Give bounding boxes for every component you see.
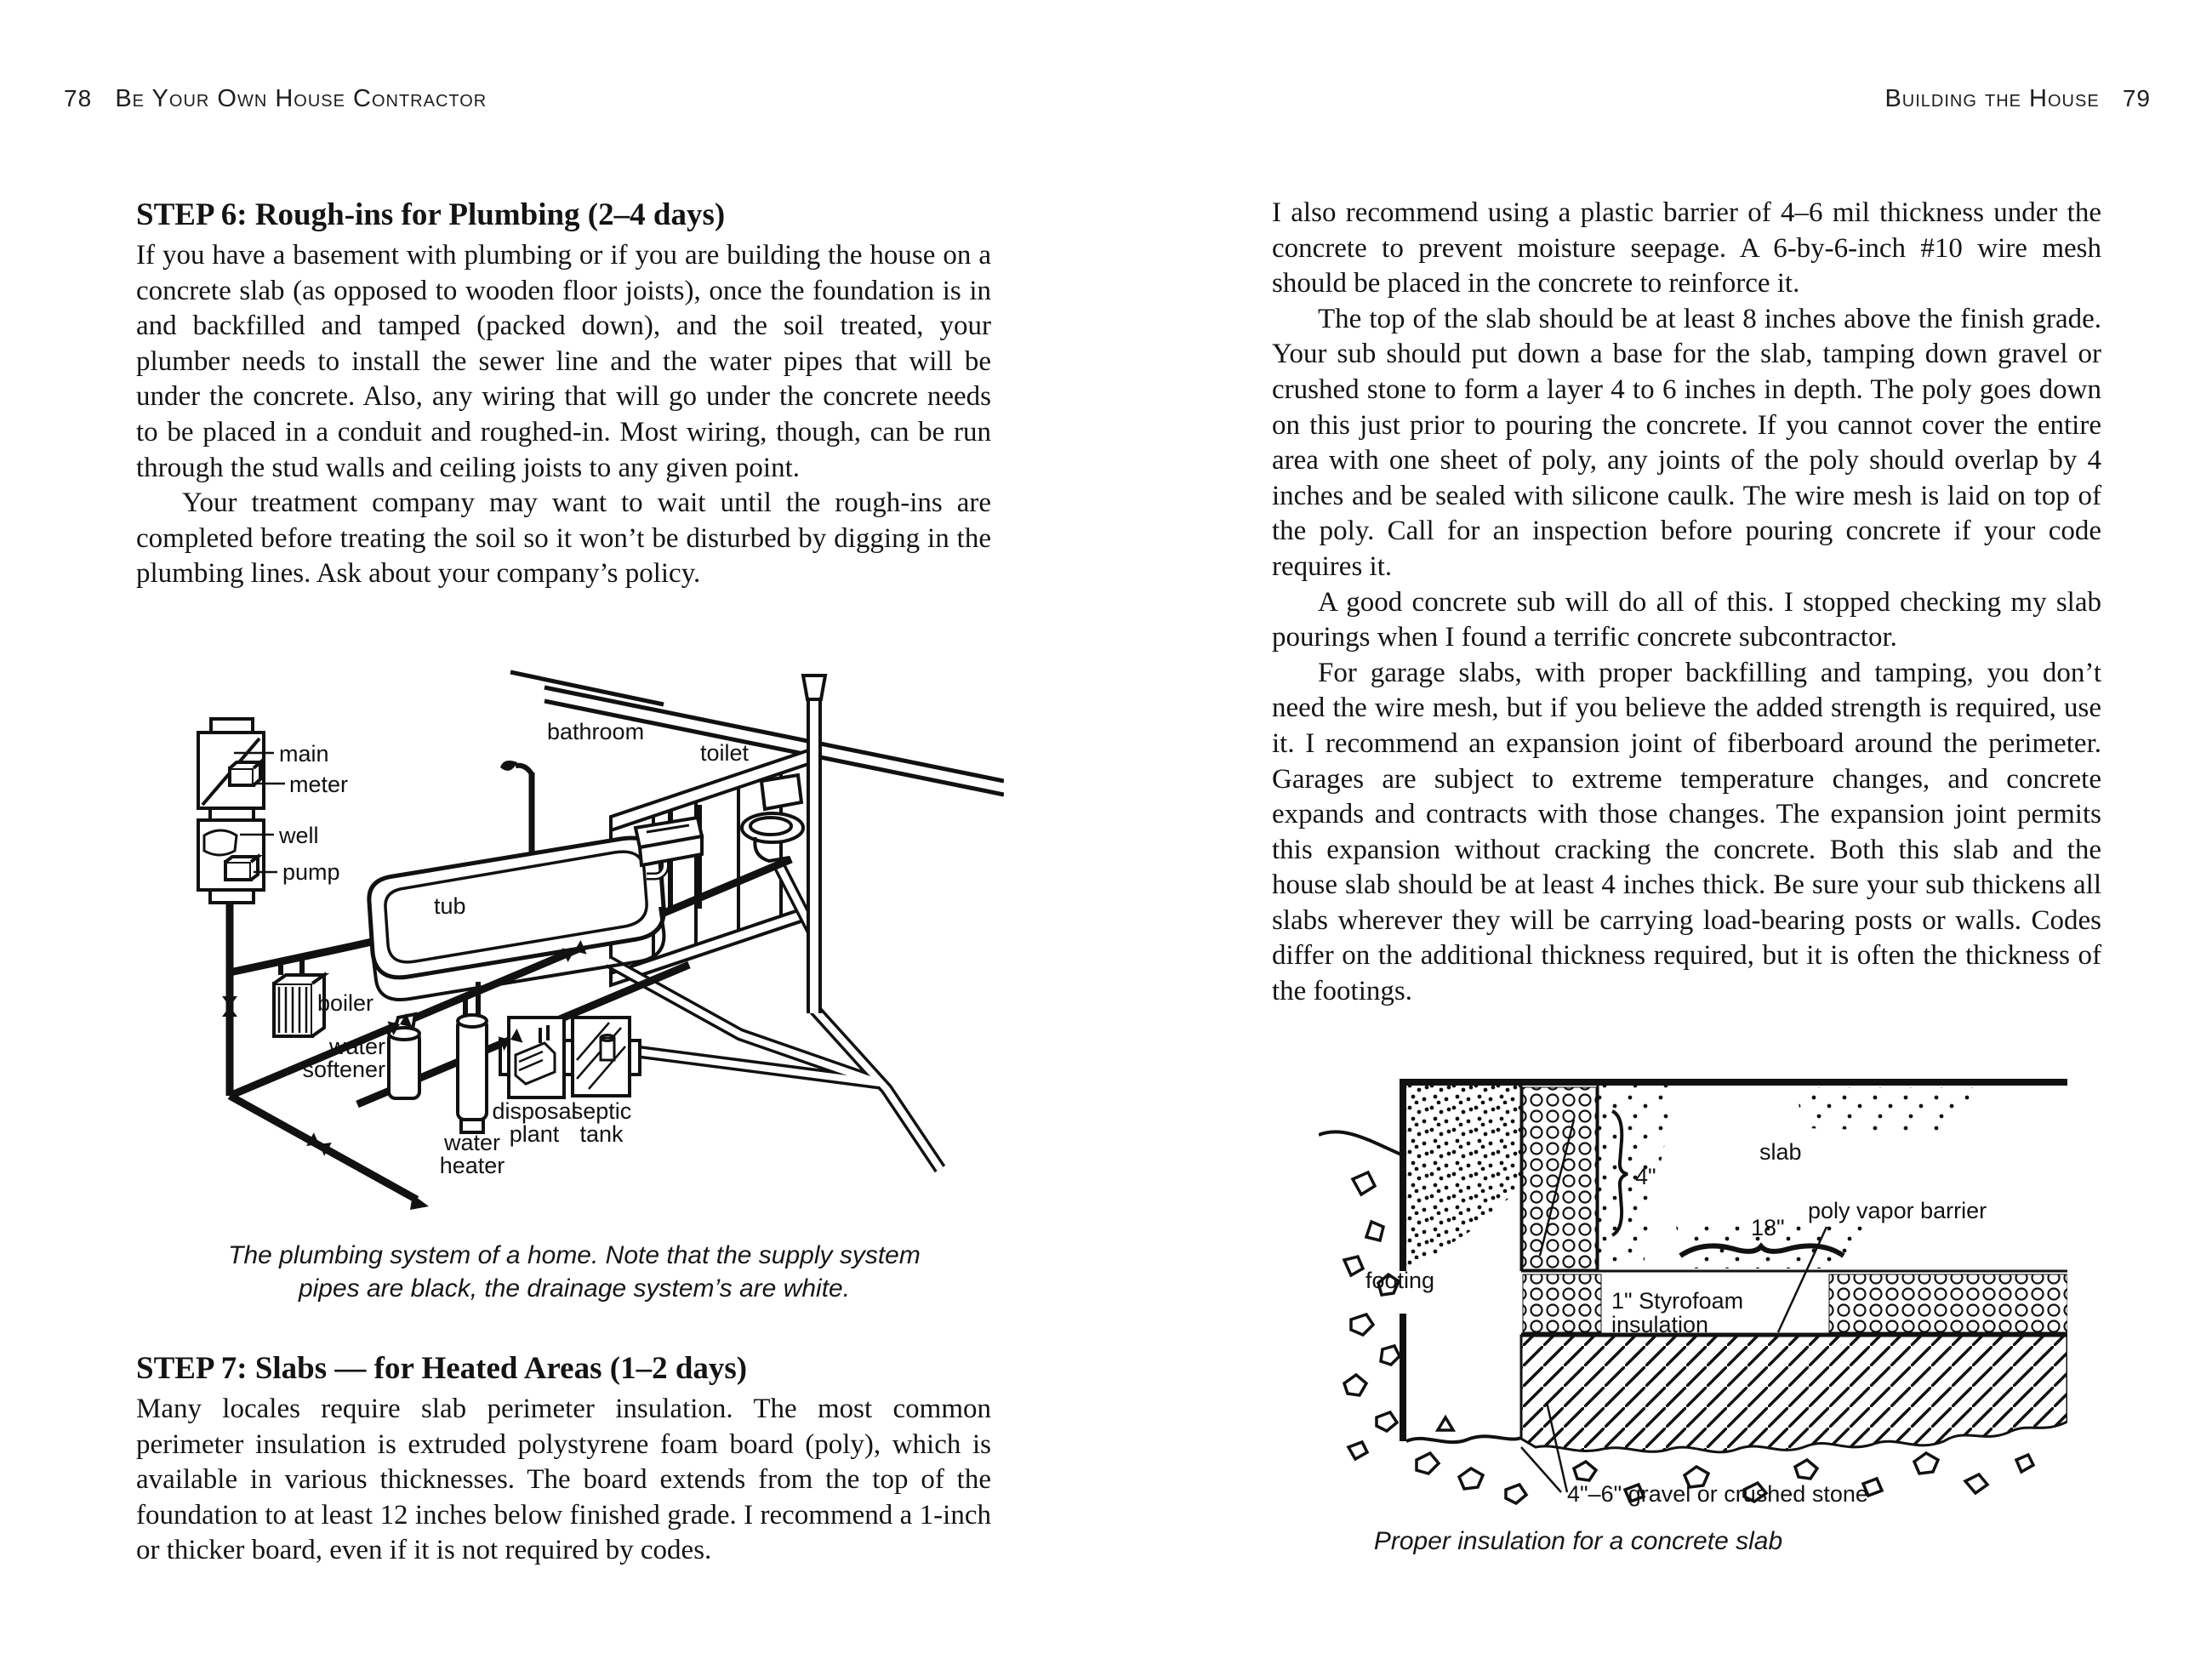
book-title: Be Your Own House Contractor [115,85,487,112]
label-bathroom: bathroom [547,719,645,744]
horizontal-styrofoam-band [1521,1271,2067,1334]
footing-bottom-line [1406,1436,1521,1442]
step6-paragraph-1: If you have a basement with plumbing or if you are building the house on a concrete slab (as opposed to wooden floor joists), once the foundation is in and backfilled and tamped (packed down), and the soil treated, your plumber needs to install the sewer line and the water pipes that will be under the concrete. Also, any wiring that will go under the concrete needs to be placed in a conduit and roughed-in. Most wiring, though, can be run through the stud walls and ceiling joists to any given point. [136,240,991,483]
label-septic-1: septic [571,1098,632,1124]
label-disposal-1: disposal [492,1098,577,1124]
left-column-step6 [136,196,991,592]
label-main: main [279,741,329,767]
footing-edge [1400,1079,1406,1441]
gravel-hatch-band [1521,1336,2067,1452]
label-styrofoam-2: insulation [1611,1312,1709,1337]
left-column-step7 [136,1349,991,1569]
slab-figure-caption: Proper insulation for a concrete slab [1373,1527,1783,1555]
label-water-heater-2: heater [439,1153,505,1178]
running-head-right [1884,85,2151,113]
label-water-heater-1: water [443,1130,501,1155]
label-septic-2: tank [579,1121,624,1147]
slab-diagram [1319,1060,2067,1511]
water-service-boxes [198,719,264,903]
label-water-softener-1: water [328,1034,385,1059]
disposal-plant [500,1018,573,1097]
slab-top-line [1400,1079,2067,1086]
plumbing-figure-caption: The plumbing system of a home. Note that the supply system pipes are black, the drainage system’s are white. [228,1241,921,1303]
label-styrofoam-1: 1" Styrofoam [1611,1288,1744,1314]
label-poly-vapor-barrier: poly vapor barrier [1808,1198,1987,1223]
right-paragraph-1: I also recommend using a plastic barrier of 4–6 mil thickness under the concrete to prevent moisture seepage. A 6-by-6-inch #10 wire mesh should be placed in the concrete to reinforce it. [1272,197,2101,299]
step7-paragraph-1: Many locales require slab perimeter insulation. The most common perimeter insulation is extruded polystyrene foam board (poly), which is available in various thicknesses. The board extends from the top of the foundation to at least 12 inches below finished grade. I recommend a 1-inch or thicker board, even if it is not required by codes. [136,1394,991,1566]
step6-heading: STEP 6: Rough-ins for Plumbing (2–4 days) [136,197,726,232]
grade-line [1319,1132,1403,1155]
label-water-softener-2: softener [302,1057,385,1082]
running-head-left [64,85,487,113]
page-number-right: 79 [2122,85,2151,111]
label-four-inch: 4" [1635,1164,1656,1189]
right-paragraph-2: The top of the slab should be at least 8 inches above the finish grade. Your sub should put down a base for the slab, tamping down gravel or crushed stone to form a layer 4 to 6 inches in depth. The poly goes down on this just prior to pouring the concrete. If you cannot cover the entire area with one sheet of poly, any joints of the poly should overlap by 4 inches and be sealed with silicone caulk. The wire mesh is laid on top of the poly. Call for an inspection before pouring concrete if your code requires it. [1272,303,2101,582]
plumbing-diagram [145,653,1004,1215]
label-gravel: 4"–6" gravel or crushed stone [1567,1481,1868,1507]
label-eighteen-inch: 18" [1751,1215,1785,1240]
concrete-stipple [1406,1086,1982,1273]
right-column [1272,196,2101,1010]
step6-paragraph-2: Your treatment company may want to wait until the rough-ins are completed before treating the soil so it won’t be disturbed by digging in the plumbing lines. Ask about your company’s policy. [136,487,991,590]
label-pump: pump [282,859,340,885]
label-disposal-2: plant [509,1121,560,1147]
chapter-title: Building the House [1884,85,2100,112]
right-paragraph-3: A good concrete sub will do all of this. I stopped checking my slab pourings when I found a terrific concrete subcontractor. [1272,586,2101,653]
right-paragraph-4: For garage slabs, with proper backfilling and tamping, you don’t need the wire mesh, but if you believe the added strength is required, use it. I recommend an expansion joint of fiberboard around the perimeter. Garages are subject to extreme temperature changes, and concrete expands and contracts with those changes. The expansion joint permits this expansion without cracking the concrete. Both this slab and the house slab should be at least 4 inches thick. Be sure your sub thickens all slabs wherever they will be carrying load-bearing posts or walls. Codes differ on the additional thickness required, but it is often the thickness of the footings. [1272,657,2101,1007]
step7-heading: STEP 7: Slabs — for Heated Areas (1–2 days) [136,1351,748,1386]
label-slab: slab [1759,1139,1802,1165]
label-tub: tub [434,893,466,919]
label-meter: meter [289,772,349,797]
label-toilet: toilet [700,740,750,766]
septic-tank [573,1018,640,1096]
label-well: well [279,823,319,848]
water-heater [458,1015,487,1132]
label-boiler: boiler [317,990,374,1016]
label-footing: footing [1365,1268,1435,1293]
page-number-left: 78 [64,85,93,111]
